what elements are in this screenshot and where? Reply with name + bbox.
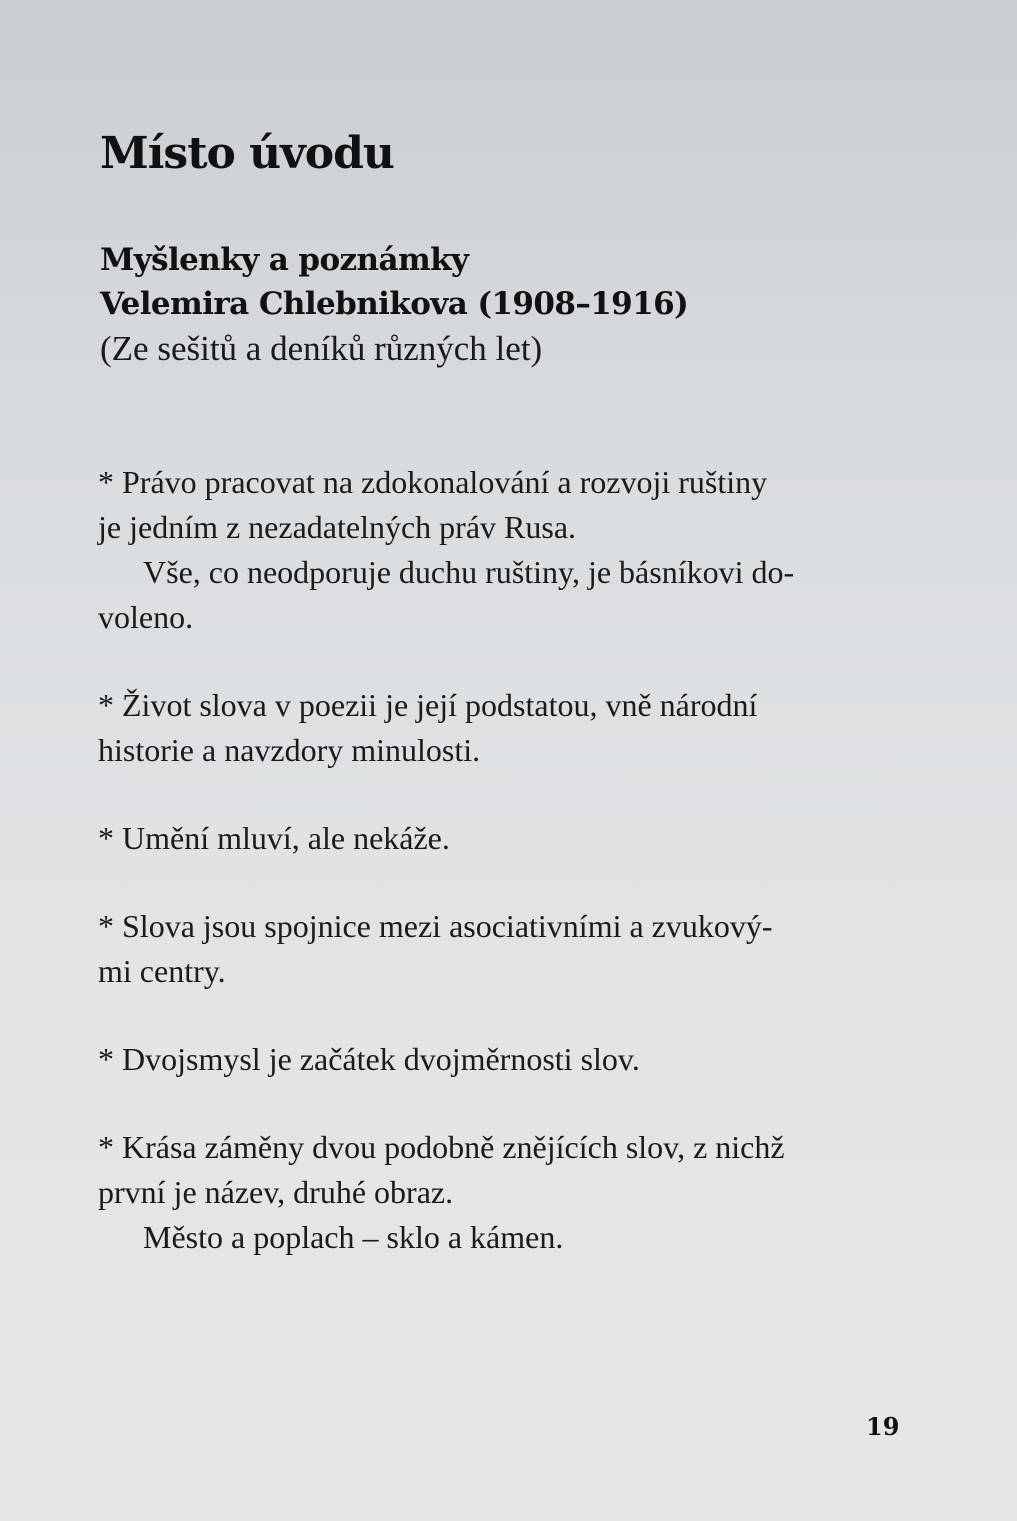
- text-line: první je název, druhé obraz.: [98, 1174, 454, 1210]
- text-line: mi centry.: [98, 953, 226, 989]
- text-line: je jedním z nezadatelných práv Rusa.: [98, 509, 577, 545]
- entry-4: [98, 904, 908, 994]
- entry-3: [98, 816, 908, 861]
- text-line: historie a navzdory minulosti.: [98, 732, 481, 768]
- text-line-indented: Vše, co neodporuje duchu ruštiny, je básníkovi do-: [143, 554, 795, 590]
- text-line: * Umění mluví, ale nekáže.: [98, 820, 450, 856]
- body-text: [98, 460, 908, 1303]
- text-line: * Krása záměny dvou podobně znějících slov, z nichž: [98, 1129, 785, 1165]
- text-line-indented: Město a poplach – sklo a kámen.: [143, 1219, 564, 1255]
- entry-6: [98, 1125, 908, 1260]
- text-line: voleno.: [98, 599, 194, 635]
- chapter-subtitle: [100, 238, 688, 372]
- page-number: 19: [866, 1412, 900, 1441]
- subtitle-line-1: Myšlenky a poznámky: [100, 242, 469, 278]
- text-line: * Dvojsmysl je začátek dvojměrnosti slov.: [98, 1041, 640, 1077]
- text-line: * Život slova v poezii je její podstatou, vně národní: [98, 687, 758, 723]
- text-line: * Právo pracovat na zdokonalování a rozvoji ruštiny: [98, 464, 768, 500]
- subtitle-line-2: Velemira Chlebnikova (1908–1916): [100, 286, 689, 322]
- entry-2: [98, 683, 908, 773]
- subtitle-note: (Ze sešitů a deníků různých let): [100, 329, 543, 368]
- chapter-title: Místo úvodu: [100, 128, 394, 179]
- text-line: * Slova jsou spojnice mezi asociativními a zvukový-: [98, 908, 773, 944]
- entry-1: [98, 460, 908, 640]
- entry-5: [98, 1037, 908, 1082]
